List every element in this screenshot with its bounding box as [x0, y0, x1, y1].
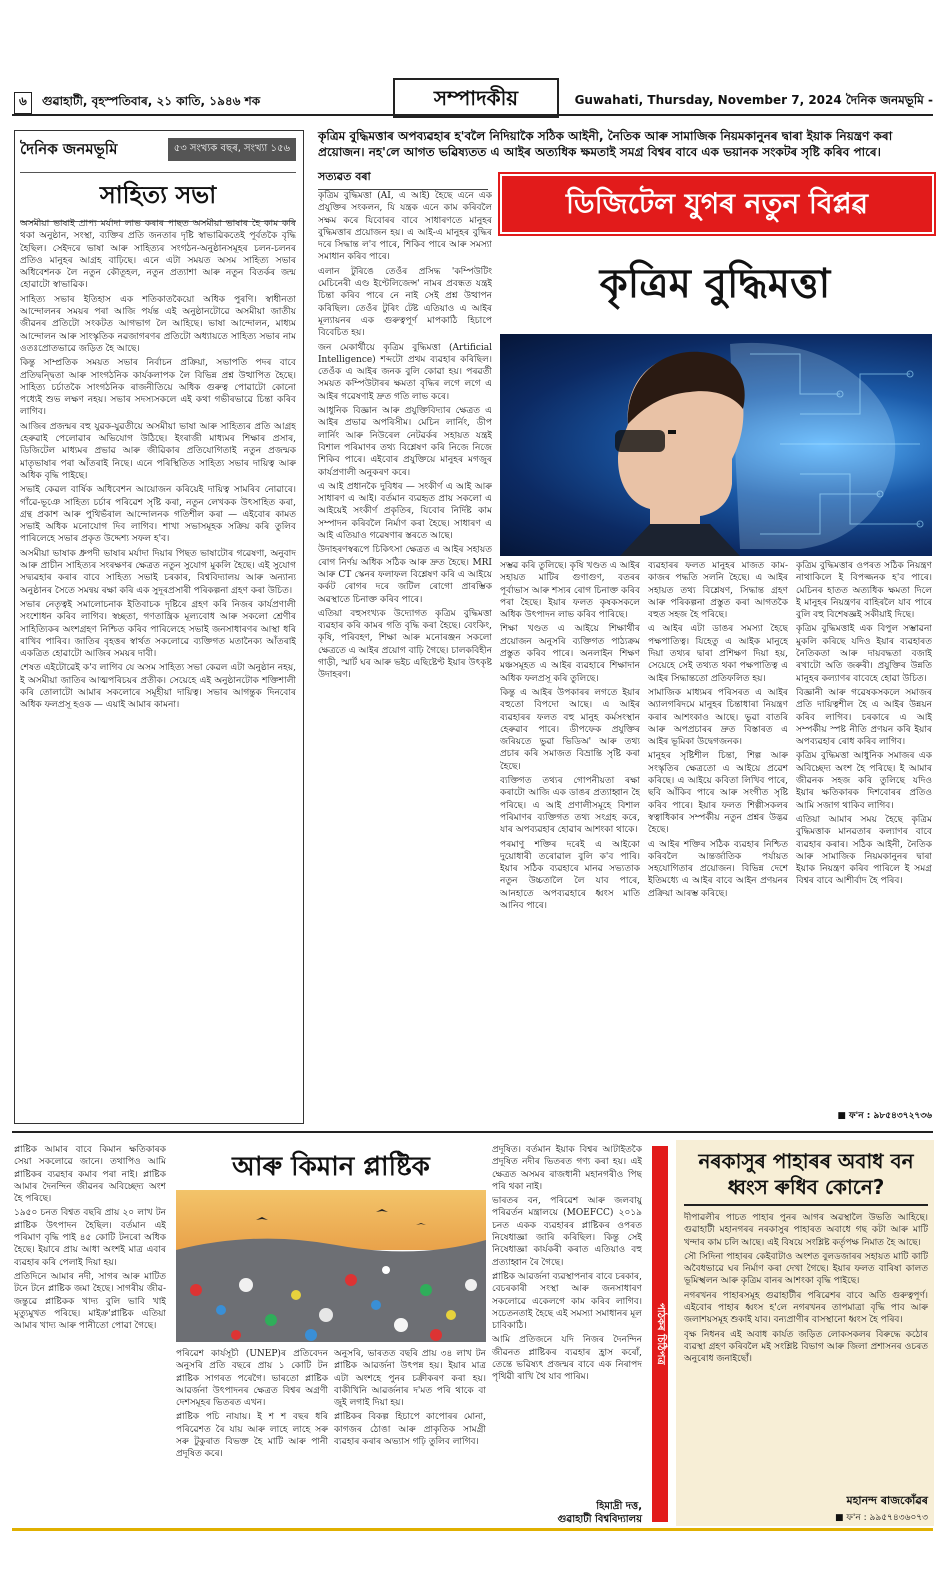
letter-paragraph: নগৰখনৰ পাহাৰসমূহ গুৱাহাটীৰ পৰিৱেশৰ বাবে অতি গুৰুত্বপূৰ্ণ। এইবোৰ পাহাৰ ধ্বংস হ'লে নগৰখনৰ তাপমাত্ৰা বৃদ্ধি পাব আৰু জলাশয়সমূহ শুকাই যাব। বন্যপ্ৰাণীৰ বাসস্থানো ধ্বংস হৈ পৰিব। — [684, 1290, 928, 1326]
article-paragraph: শিক্ষা খণ্ডত এ আইয়ে শিক্ষাৰ্থীৰ প্ৰয়োজন অনুসৰি ব্যক্তিগত পাঠ্যক্ৰম প্ৰস্তুত কৰিব পাৰে। অনলাইন শিক্ষণ মঞ্চসমূহত এ আইৰ ব্যৱহাৰে শিক্ষাদান অধিক ফলপ্ৰসূ কৰি তুলিছে। — [500, 624, 640, 684]
editorial-paragraph: শেষত এইটোৱেই ক'ব লাগিব যে অসম সাহিত্য সভা কেৱল এটা অনুষ্ঠান নহয়, ই অসমীয়া জাতিৰ আত্মপৰিচয়ৰ প্ৰতীক। সেয়েহে এই অনুষ্ঠানটোক শক্তিশালী কৰি তোলাটো আমাৰ সকলোৰে সমূহীয়া দায়িত্ব। সভাৰ আগন্তুক দিনবোৰ অধিক ফলপ্ৰসূ হওক — এয়াই আমাৰ কামনা। — [20, 663, 296, 711]
plastic-paragraph: প্লাষ্টিক আমাৰ বাবে কিমান ক্ষতিকাৰক সেয়া সকলোৱে জানে। তথাপিও আমি প্লাষ্টিকৰ ব্যৱহাৰ কমাব পৰা নাই। প্লাষ্টিক আমাৰ দৈনন্দিন জীৱনৰ অবিচ্ছেদ্য অংশ হৈ পৰিছে। — [14, 1145, 166, 1205]
article-paragraph: কৃত্ৰিম বুদ্ধিমত্তাই এক বিপুল সম্ভাৱনা মুকলি কৰিছে যদিও ইয়াৰ ব্যৱহাৰত নৈতিকতা আৰু দায়বদ্ধতা বজাই ৰখাটো অতি জৰুৰী। প্ৰযুক্তিৰ উন্নতি মানুহৰ কল্যাণৰ বাবেহে হোৱা উচিত। — [796, 624, 932, 684]
plastic-paragraph: ১৯৫০ চনত বিশ্বত বছৰি প্ৰায় ২০ লাখ টন প্লাষ্টিক উৎপাদন হৈছিল। বৰ্তমান এই পৰিমাণ বৃদ্ধি পাই ৪৫ কোটি টনৰো অধিক হৈছে। ইয়াৰে প্ৰায় আধা অংশই মাত্ৰ এবাৰ ব্যৱহাৰ কৰি পেলাই দিয়া হয়। — [14, 1208, 166, 1268]
article-paragraph: পৰমাণু শক্তিৰ দৰেই এ আইকো দুয়োধাৰী তৰোৱাল বুলি ক'ব পাৰি। ইয়াৰ সঠিক ব্যৱহাৰে মানৱ সভ্যতাক নতুন উচ্চতালৈ লৈ যাব পাৰে, আনহাতে অপব্যৱহাৰে ধ্বংস মাতি আনিব পাৰে। — [500, 839, 640, 912]
plastic-waste-svg — [176, 1190, 486, 1342]
letter-author: মহানন্দ ৰাজকোঁৱৰ — [846, 1494, 928, 1507]
article-paragraph: এ আইৰ শক্তিৰ সঠিক ব্যৱহাৰ নিশ্চিত কৰিবলৈ আন্তৰ্জাতিক পৰ্যায়ত সহযোগিতাৰ প্ৰয়োজন। বিভিন্ন দেশে ইতিমধ্যে এ আইৰ বাবে আইন প্ৰণয়নৰ প্ৰক্ৰিয়া আৰম্ভ কৰিছে। — [648, 839, 788, 899]
header-left — [14, 92, 260, 114]
plastic-paragraph: আমি প্ৰতিজনে যদি নিজৰ দৈনন্দিন জীৱনত প্লাষ্টিকৰ ব্যৱহাৰ হ্ৰাস কৰোঁ, তেন্তে ভৱিষ্যৎ প্ৰজন্মৰ বাবে এক নিৰাপদ পৃথিৱী ৰাখি থৈ যাব পাৰিম। — [492, 1335, 642, 1383]
plastic-author-name: হিমাদ্ৰী দত্ত, — [596, 1501, 642, 1512]
plastic-author-affiliation: গুৱাহাটী বিশ্ববিদ্যালয় — [557, 1514, 642, 1525]
article-contact: ■ ফ'ন : ৯৮৫৪৩৭২৭৩৬ — [837, 1111, 932, 1121]
article-paragraph: এলান টুৰিঙে তেওঁৰ প্ৰসিদ্ধ 'কম্পিউটিং মেচিনেৰী এণ্ড ইণ্টেলিজেন্স' নামৰ প্ৰবন্ধত যন্ত্ৰই চিন্তা কৰিব পাৰে নে নাই সেই প্ৰশ্ন উত্থাপন কৰিছিল। তেওঁৰ টুৰিং টেষ্ট এতিয়াও এ আইৰ মূল্যায়নৰ এক গুৰুত্বপূৰ্ণ মাপকাঠি হিচাপে বিবেচিত হয়। — [318, 266, 492, 339]
section-title: সম্পাদকীয় — [393, 78, 559, 118]
plastic-column-4 — [492, 1144, 642, 1494]
article-paragraph: সামাজিক মাধ্যমৰ পৰিসৰত এ আইৰ অ্যালগৰিদমে মানুহৰ চিন্তাধাৰা নিয়ন্ত্ৰণ কৰাৰ আশংকাও আছে। ভুৱা বাতৰি আৰু অপপ্ৰচাৰৰ দ্ৰুত বিস্তাৰত এ আইৰ ভূমিকা উদ্বেগজনক। — [648, 687, 788, 748]
article-paragraph: উদাহৰণস্বৰূপে চিকিৎসা ক্ষেত্ৰত এ আইৰ সহায়ত ৰোগ নিৰ্ণয় অধিক সঠিক আৰু দ্ৰুত হৈছে। MRI আৰু CT স্কেনৰ ফলাফল বিশ্লেষণ কৰি এ আইয়ে কৰ্কট ৰোগৰ দৰে জটিল ৰোগো প্ৰাৰম্ভিক অৱস্থাতে চিনাক্ত কৰিব পাৰে। — [318, 545, 492, 605]
plastic-paragraph: প্লাষ্টিক পচি নাযায়। ই শ শ বছৰ ধৰি পৰিৱেশত ৰৈ যায় আৰু লাহে লাহে সৰু সৰু টুকুৰাত বিভক্ত হৈ মাটি আৰু পানী প্ৰদূষিত কৰে। — [176, 1412, 328, 1460]
article-paragraph: এতিয়া বহুসংখ্যক উদ্যোগত কৃত্ৰিম বুদ্ধিমত্তা ব্যৱহাৰ কৰি কামৰ গতি বৃদ্ধি কৰা হৈছে। বেংকিং, কৃষি, পৰিবহণ, শিক্ষা আৰু মনোৰঞ্জন সকলো ক্ষেত্ৰতে এ আইৰ প্ৰয়োগ বাঢ়ি গৈছে। চালকবিহীন গাড়ী, স্মাৰ্ট ঘৰ আৰু ভইচ এছিষ্টেণ্ট ইয়াৰ উৎকৃষ্ট উদাহৰণ। — [318, 608, 492, 681]
article-paragraph: জন মেকাৰ্থীয়ে কৃত্ৰিম বুদ্ধিমত্তা (Artificial Intelligence) শব্দটো প্ৰথম ব্যৱহাৰ কৰিছিল। তেওঁক এ আইৰ জনক বুলি কোৱা হয়। পৰৱৰ্তী সময়ত কম্পিউটাৰৰ ক্ষমতা বৃদ্ধিৰ লগে লগে এ আইৰ গৱেষণাই দ্ৰুত গতি লাভ কৰে। — [318, 342, 492, 402]
plastic-paragraph: অনুসৰি, ভাৰতত বছৰি প্ৰায় ৩৪ লাখ টন প্লাষ্টিক আৱৰ্জনা উৎপন্ন হয়। ইয়াৰ মাত্ৰ এটা অংশহে পুনৰ চক্ৰীকৰণ কৰা হয়। বাকীখিনি আৱৰ্জনাৰ দ'মত পৰি থাকে বা জুই লগাই দিয়া হয়। — [334, 1349, 486, 1409]
middle-rule — [12, 1131, 933, 1133]
article-paragraph: ব্যক্তিগত তথ্যৰ গোপনীয়তা ৰক্ষা কৰাটো আজি এক ডাঙৰ প্ৰত্যাহ্বান হৈ পৰিছে। এ আই প্ৰণালীসমূহে বিশাল পৰিমাণৰ ব্যক্তিগত তথ্য সংগ্ৰহ কৰে, যাৰ অপব্যৱহাৰ হোৱাৰ আশংকা থাকে। — [500, 776, 640, 836]
header-right — [575, 92, 933, 112]
article-intro: কৃত্ৰিম বুদ্ধিমত্তাৰ অপব্যৱহাৰ হ'বলৈ নিদিয়াকৈ সঠিক আইনী, নৈতিক আৰু সামাজিক নিয়মকানুনৰ দ্বাৰা ইয়াক নিয়ন্ত্ৰণ কৰা প্ৰয়োজন। নহ'লে আগত ভৱিষ্যতত এ আইৰ অত্যধিক ক্ষমতাই সমগ্ৰ বিশ্বৰ বাবে এক ভয়ানক সংকটৰ সৃষ্টি কৰিব পাৰে। — [318, 129, 893, 159]
article-paragraph: সম্ভৱ কৰি তুলিছে। কৃষি খণ্ডত এ আইৰ সহায়ত মাটিৰ গুণাগুণ, বতৰৰ পূৰ্বাভাস আৰু শস্যৰ ৰোগ চিনাক্ত কৰিব পৰা হৈছে। ইয়াৰ ফলত কৃষকসকলে অধিক উৎপাদন লাভ কৰিব পাৰিছে। — [500, 561, 640, 621]
plastic-waste-photo — [176, 1190, 486, 1342]
article-paragraph: বিজ্ঞানী আৰু গৱেষকসকলে সমাজৰ প্ৰতি দায়িত্বশীল হৈ এ আইৰ উন্নয়ন কৰিব লাগিব। চৰকাৰে এ আই সম্পৰ্কীয় স্পষ্ট নীতি প্ৰণয়ন কৰি ইয়াৰ অপব্যৱহাৰ ৰোধ কৰিব লাগিব। — [796, 687, 932, 748]
bottom-rule — [12, 1528, 933, 1531]
article-column-2 — [500, 560, 640, 1128]
plastic-column-1 — [14, 1144, 166, 1524]
article-paragraph: ব্যৱহাৰৰ ফলত মানুহৰ মাজত কাম-কাজৰ পদ্ধতি সলনি হৈছে। এ আইৰ সহায়ত তথ্য বিশ্লেষণ, সিদ্ধান্ত গ্ৰহণ আৰু পৰিকল্পনা প্ৰস্তুত কৰা আগতকৈ বহুত সহজ হৈ পৰিছে। — [648, 561, 788, 621]
editorial-paragraph: সভাৰ নেতৃত্বই সমালোচনাক ইতিবাচক দৃষ্টিৰে গ্ৰহণ কৰি নিজৰ কাৰ্যপ্ৰণালী সংশোধন কৰিব লাগিব। স্বচ্ছতা, গণতান্ত্ৰিক মূল্যবোধ আৰু সকলো শ্ৰেণীৰ সাহিত্যিকৰ অংশগ্ৰহণ নিশ্চিত কৰিব পাৰিলেহে সভাই জনসাধাৰণৰ আস্থা ধৰি ৰাখিব পাৰিব। জাতিৰ বৃহত্তৰ স্বাৰ্থত সকলোৱে ব্যক্তিগত মতানৈক্য আঁতৰাই একত্ৰিত হোৱাটো আজিৰ সময়ৰ দাবী। — [20, 599, 296, 660]
article-paragraph: এ আইৰ এটা ডাঙৰ সমস্যা হৈছে পক্ষপাতিত্ব। যিহেতু এ আইক মানুহে দিয়া তথ্যৰ দ্বাৰা প্ৰশিক্ষণ দিয়া হয়, সেয়েহে সেই তথ্যত থকা পক্ষপাতিত্ব এ আইৰ সিদ্ধান্ততো প্ৰতিফলিত হয়। — [648, 624, 788, 684]
plastic-paragraph: ভাৰতৰ বন, পৰিৱেশ আৰু জলবায়ু পৰিৱৰ্তন মন্ত্ৰালয়ে (MOEFCC) ২০১৯ চনত একক ব্যৱহাৰৰ প্লাষ্টিকৰ ওপৰত নিষেধাজ্ঞা জাৰি কৰিছিল। কিন্তু সেই নিষেধাজ্ঞা কাৰ্যকৰী কৰাত এতিয়াও বহু প্ৰত্যাহ্বান ৰৈ গৈছে। — [492, 1196, 642, 1268]
article-headline: কৃত্ৰিম বুদ্ধিমত্তা — [599, 261, 831, 307]
letter-headline: নৰকাসুৰ পাহাৰৰ অবাধ বন ধ্বংস ৰুধিব কোনে? — [684, 1148, 928, 1206]
plastic-paragraph: পৰিৱেশ কাৰ্যসূচী (UNEP)ৰ প্ৰতিবেদন অনুসৰি প্ৰতি বছৰে প্ৰায় ১ কোটি টন প্লাষ্টিক সাগৰত পৰেগৈ। ভাৰতো প্লাষ্টিক আৱৰ্জনা উৎপাদনৰ ক্ষেত্ৰত বিশ্বৰ অগ্ৰণী দেশসমূহৰ ভিতৰত এখন। — [176, 1349, 328, 1409]
plastic-paragraph: প্লাষ্টিকৰ বিকল্প হিচাপে কাপোৰৰ মোনা, কাগজৰ ঠোঙা আৰু প্ৰাকৃতিক সামগ্ৰী ব্যৱহাৰ কৰাৰ অভ্যাস গঢ়ি তুলিব লাগিব। — [334, 1412, 486, 1448]
article-column-3 — [648, 560, 788, 1128]
article-paragraph: কৃত্ৰিম বুদ্ধিমত্তা (AI, এ আই) হৈছে এনে এক প্ৰযুক্তিৰ সংকলন, যি যন্ত্ৰক এনে কাম কৰিবলৈ সক্ষম কৰে যিবোৰৰ বাবে সাধাৰণতে মানুহৰ বুদ্ধিমত্তাৰ প্ৰয়োজন হয়। এ আই-এ মানুহৰ বুদ্ধিৰ দৰে সিদ্ধান্ত ল'ব পাৰে, শিকিব পাৰে আৰু সমস্যা সমাধান কৰিব পাৰে। — [318, 191, 492, 263]
header-dateline: গুৱাহাটী, বৃহস্পতিবাৰ, ২১ কাতি, ১৯৪৬ শক — [42, 94, 261, 108]
editorial-paragraph: অসমীয়া ভাষাই প্ৰাপ্য মৰ্যাদা লাভ কৰাৰ পাছত অসমীয়া ভাষাৰ হৈ কাম কৰি থকা অনুষ্ঠান, সংস্থা, ব্যক্তিৰ প্ৰতি জনতাৰ দৃষ্টি স্বাভাৱিকতেই পূৰ্বতকৈ বৃদ্ধি হৈছিল। সেইদৰে ভাষা আৰু সাহিত্যৰ সংগঠন-অনুষ্ঠানসমূহৰ চলন-চলনৰ প্ৰতিও মানুহৰ আগ্ৰহ বাঢ়িছে। এনে এটা সময়ত অসম সাহিত্য সভাৰ অধিবেশনক লৈ নতুন কৌতূহল, নতুন প্ৰত্যাশা আৰু নতুন বিতৰ্কৰ জন্ম হোৱাটো স্বাভাৱিক। — [20, 219, 296, 291]
plastic-author — [492, 1500, 642, 1526]
ai-head-svg — [500, 334, 932, 556]
header-date-english: Guwahati, Thursday, November 7, 2024 — [574, 93, 842, 107]
article-paragraph: মানুহৰ সৃষ্টিশীল চিন্তা, শিল্প আৰু সংস্কৃতিৰ ক্ষেত্ৰতো এ আইয়ে প্ৰৱেশ কৰিছে। এ আইয়ে কবিতা লিখিব পাৰে, ছবি আঁকিব পাৰে আৰু সংগীত সৃষ্টি কৰিব পাৰে। ইয়াৰ ফলত শিল্পীসকলৰ স্বত্বাধিকাৰ সম্পৰ্কীয় নতুন প্ৰশ্নৰ উদ্ভৱ হৈছে। — [648, 751, 788, 836]
editorial-paragraph: কিন্তু সাম্প্ৰতিক সময়ত সভাৰ নিৰ্বাচন প্ৰক্ৰিয়া, সভাপতি পদৰ বাবে প্ৰতিদ্বন্দ্বিতা আৰু সাংগঠনিক কাৰ্যকলাপক লৈ বিভিন্ন প্ৰশ্ন উত্থাপিত হৈছে। সাহিত্য চৰ্চাতকৈ সাংগঠনিক ৰাজনীতিয়ে অধিক গুৰুত্ব পোৱাটো কোনো পধ্যেই শুভ লক্ষণ নহয়। সভাৰ সদস্যসকলে এই কথা গভীৰভাৱে চিন্তা কৰিব লাগিব। — [20, 358, 296, 418]
plastic-column-3 — [334, 1348, 486, 1524]
editorial-paragraph: আজিৰ প্ৰজন্মৰ বহু যুৱক-যুৱতীয়ে অসমীয়া ভাষা আৰু সাহিত্যৰ প্ৰতি আগ্ৰহ হেৰুৱাই পেলোৱাৰ অভিযোগ উঠিছে। ইংৰাজী মাধ্যমৰ শিক্ষাৰ প্ৰসাৰ, ডিজিটেল মাধ্যমৰ প্ৰভাৱ আৰু জীৱিকাৰ প্ৰতিযোগিতাই নতুন প্ৰজন্মক মাতৃভাষাৰ পৰা আঁতৰাই নিছে। এনে পৰিস্থিতিত সাহিত্য সভাৰ দায়িত্ব আৰু অধিক বৃদ্ধি পাইছে। — [20, 421, 296, 481]
article-banner: ডিজিটেল যুগৰ নতুন বিপ্লৱ — [500, 174, 934, 234]
editorial-title: সাহিত্য সভা — [20, 172, 296, 222]
article-column-1 — [318, 190, 492, 1130]
header-paper-name: দৈনিক জনমভূমি - — [845, 93, 933, 107]
article-paragraph: কৃত্ৰিম বুদ্ধিমত্তাৰ ওপৰত সঠিক নিয়ন্ত্ৰণ নাথাকিলে ই বিপজ্জনক হ'ব পাৰে। মেচিনৰ হাতত অত্যধিক ক্ষমতা দিলে ই মানুহৰ নিয়ন্ত্ৰণৰ বাহিৰলৈ যাব পাৰে বুলি বহু বিশেষজ্ঞই সকীয়াই দিছে। — [796, 561, 932, 621]
article-paragraph: এতিয়া আমাৰ সময় হৈছে কৃত্ৰিম বুদ্ধিমত্তাক মানৱতাৰ কল্যাণৰ বাবে ব্যৱহাৰ কৰাৰ। সঠিক আইনী, নৈতিক আৰু সামাজিক নিয়মকানুনৰ দ্বাৰা ইয়াক নিয়ন্ত্ৰণ কৰিব পাৰিলে ই সমগ্ৰ বিশ্বৰ বাবে আশীৰ্বাদ হৈ পৰিব। — [796, 814, 932, 887]
editorial-paragraph: সাহিত্য সভাৰ ইতিহাস এক শতিকাতকৈয়ো অধিক পুৰণি। স্বাধীনতা আন্দোলনৰ সময়ৰ পৰা আজি পৰ্যন্ত এই অনুষ্ঠানটোৱে অসমীয়া জাতীয় জীৱনৰ প্ৰতিটো সংকটত আগভাগ লৈ আহিছে। ভাষা আন্দোলন, মাধ্যম আন্দোলন আৰু সাংস্কৃতিক নৱজাগৰণৰ প্ৰতিটো অধ্যায়তে সাহিত্য সভাৰ নাম ওতঃপ্ৰোতভাৱে জড়িত হৈ আছে। — [20, 294, 296, 354]
plastic-paragraph: প্লাষ্টিক আৱৰ্জনা ব্যৱস্থাপনাৰ বাবে চৰকাৰ, বেচৰকাৰী সংস্থা আৰু জনসাধাৰণ সকলোৱে একেলগে কাম কৰিব লাগিব। সচেতনতাই হৈছে এই সমস্যা সমাধানৰ মূল চাবিকাঠি। — [492, 1271, 642, 1332]
plastic-headline: আৰু কিমান প্লাষ্টিক — [232, 1152, 430, 1182]
letter-paragraph: দীপাৱলীৰ পাচত পাহাৰ পুনৰ আগৰ অৱস্থালৈ উভতি আহিছে। গুৱাহাটী মহানগৰৰ নৰকাসুৰ পাহাৰত অবাধে গছ কটা আৰু মাটি খন্দাৰ কাম চলি আছে। এই বিষয়ে সংশ্লিষ্ট কৰ্তৃপক্ষ নিমাত হৈ আছে। — [684, 1213, 928, 1248]
top-rule — [12, 114, 933, 116]
page-number: ৬ — [14, 92, 32, 114]
letter-phone: ■ ফ'ন : ৯৯৫৭৪৩৬০৭৩ — [834, 1513, 928, 1523]
letter-body — [684, 1212, 928, 1484]
ai-head-illustration — [500, 334, 932, 556]
plastic-paragraph: প্ৰতিদিনে আমাৰ নদী, সাগৰ আৰু মাটিত টনে টনে প্লাষ্টিক জমা হৈছে। সাগৰীয় জীৱ-জন্তুৱে প্লাষ্টিকক খাদ্য বুলি ভাবি খাই মৃত্যুমুখত পৰিছে। মাইক্ৰ'প্লাষ্টিক এতিয়া আমাৰ খাদ্য আৰু পানীতো পোৱা গৈছে। — [14, 1271, 166, 1332]
editorial-body — [20, 218, 296, 1116]
article-paragraph: কিন্তু এ আইৰ উপকাৰৰ লগতে ইয়াৰ বহুতো বিপদো আছে। এ আইৰ ব্যৱহাৰৰ ফলত বহু মানুহ কৰ্মসংস্থান হেৰুৱাব পাৰে। ডীপফেক প্ৰযুক্তিৰ জৰিয়তে ভুৱা ভিডিঅ' আৰু তথ্য প্ৰচাৰ কৰি সমাজত বিভ্ৰান্তি সৃষ্টি কৰা হৈছে। — [500, 687, 640, 772]
article-paragraph: আধুনিক বিজ্ঞান আৰু প্ৰযুক্তিবিদ্যাৰ ক্ষেত্ৰত এ আইৰ প্ৰভাৱ অপৰিসীম। মেচিন লাৰ্নিং, ডীপ লাৰ্নিং আৰু নিউৰেল নেটৱৰ্কৰ সহায়ত যন্ত্ৰই বিশাল পৰিমাণৰ তথ্য বিশ্লেষণ কৰি নিজে নিজে শিকিব পাৰে। এইবোৰ প্ৰযুক্তিয়ে মানুহৰ মগজুৰ কাৰ্যপ্ৰণালী অনুকৰণ কৰে। — [318, 406, 492, 478]
masthead-issue: ৫৩ সংখ্যক বছৰ, সংখ্যা ১৫৬ — [168, 138, 296, 161]
editorial-paragraph: অসমীয়া ভাষাক ধ্ৰুপদী ভাষাৰ মৰ্যাদা দিয়াৰ পিছত ভাষাটোৰ গৱেষণা, অনুবাদ আৰু প্ৰাচীন সাহিত্যৰ সংৰক্ষণৰ ক্ষেত্ৰত নতুন সুযোগ মুকলি হৈছে। এই সুযোগ সদ্ব্যৱহাৰ কৰাৰ বাবে সাহিত্য সভাই চৰকাৰ, বিশ্ববিদ্যালয় আৰু অন্যান্য অনুষ্ঠানৰ সৈতে সমন্বয় ৰক্ষা কৰি এক সুদূৰপ্ৰসাৰী পৰিকল্পনা গ্ৰহণ কৰা উচিত। — [20, 548, 296, 596]
masthead-name: দৈনিক জনমভূমি — [20, 140, 118, 158]
masthead — [20, 138, 296, 158]
letter-paragraph: সৌ সিদিনা পাহাৰৰ কেইবাটাও অংশত বুলডজাৰৰ সহায়ত মাটি কাটি অবৈধভাৱে ঘৰ নিৰ্মাণ কৰা দেখা গৈছে। ইয়াৰ ফলত বাৰিষা কালত ভূমিস্খলন আৰু কৃত্ৰিম বানৰ আশংকা বৃদ্ধি পাইছে। — [684, 1251, 928, 1287]
plastic-paragraph: প্ৰদূষিত। বৰ্তমান ইয়াক বিশ্বৰ আটাইতকৈ প্ৰদূষিত নদীৰ ভিতৰত গণ্য কৰা হয়। এই ক্ষেত্ৰত অসমৰ ৰাজধানী মহানগৰীও পিছ পৰি থকা নাই। — [492, 1145, 642, 1192]
plastic-column-2 — [176, 1348, 328, 1524]
article-column-4 — [796, 560, 932, 1104]
letter-paragraph: বৃক্ষ নিধনৰ এই অবাধ কাৰ্যত জড়িত লোকসকলৰ বিৰুদ্ধে কঠোৰ ব্যৱস্থা গ্ৰহণ কৰিবলৈ মই সংশ্লিষ্ট বিভাগ আৰু জিলা প্ৰশাসনৰ ওচৰত অনুৰোধ জনাইছোঁ। — [684, 1329, 928, 1365]
article-paragraph: কৃত্ৰিম বুদ্ধিমত্তা আধুনিক সমাজৰ এক অবিচ্ছেদ্য অংশ হৈ পৰিছে। ই আমাৰ জীৱনক সহজ কৰি তুলিছে যদিও ইয়াৰ ক্ষতিকাৰক দিশবোৰৰ প্ৰতিও আমি সজাগ থাকিব লাগিব। — [796, 751, 932, 811]
article-byline: সত্যৱত বৰা — [318, 168, 488, 190]
letters-section-tag: পাঠকৰ চিঠিপত্ৰ — [652, 1146, 668, 1522]
article-paragraph: এ আই প্ৰধানকৈ দুবিধৰ — সংকীৰ্ণ এ আই আৰু সাধাৰণ এ আই। বৰ্তমান ব্যৱহৃত প্ৰায় সকলো এ আইয়েই সংকীৰ্ণ প্ৰকৃতিৰ, যিবোৰ নিৰ্দিষ্ট কাম সম্পাদন কৰিবলৈ নিৰ্মাণ কৰা হৈছে। সাধাৰণ এ আই এতিয়াও গৱেষণাৰ স্তৰতে আছে। — [318, 481, 492, 542]
editorial-paragraph: সভাই কেৱল বাৰ্ষিক অধিবেশন আয়োজন কৰিয়েই দায়িত্ব সামৰিব নোৱাৰে। গাঁৱে-ভূঞে সাহিত্য চৰ্চাৰ পৰিৱেশ সৃষ্টি কৰা, নতুন লেখকক উৎসাহিত কৰা, গ্ৰন্থ প্ৰকাশ আৰু পুথিভঁৰাল আন্দোলনক গতিশীল কৰা — এইবোৰ কামত সভাই অধিক মনোযোগ দিব লাগিব। শাখা সভাসমূহক সক্ৰিয় কৰি তুলিব পাৰিলেহে সভাৰ প্ৰকৃত উদ্দেশ্য সফল হ'ব। — [20, 485, 296, 545]
